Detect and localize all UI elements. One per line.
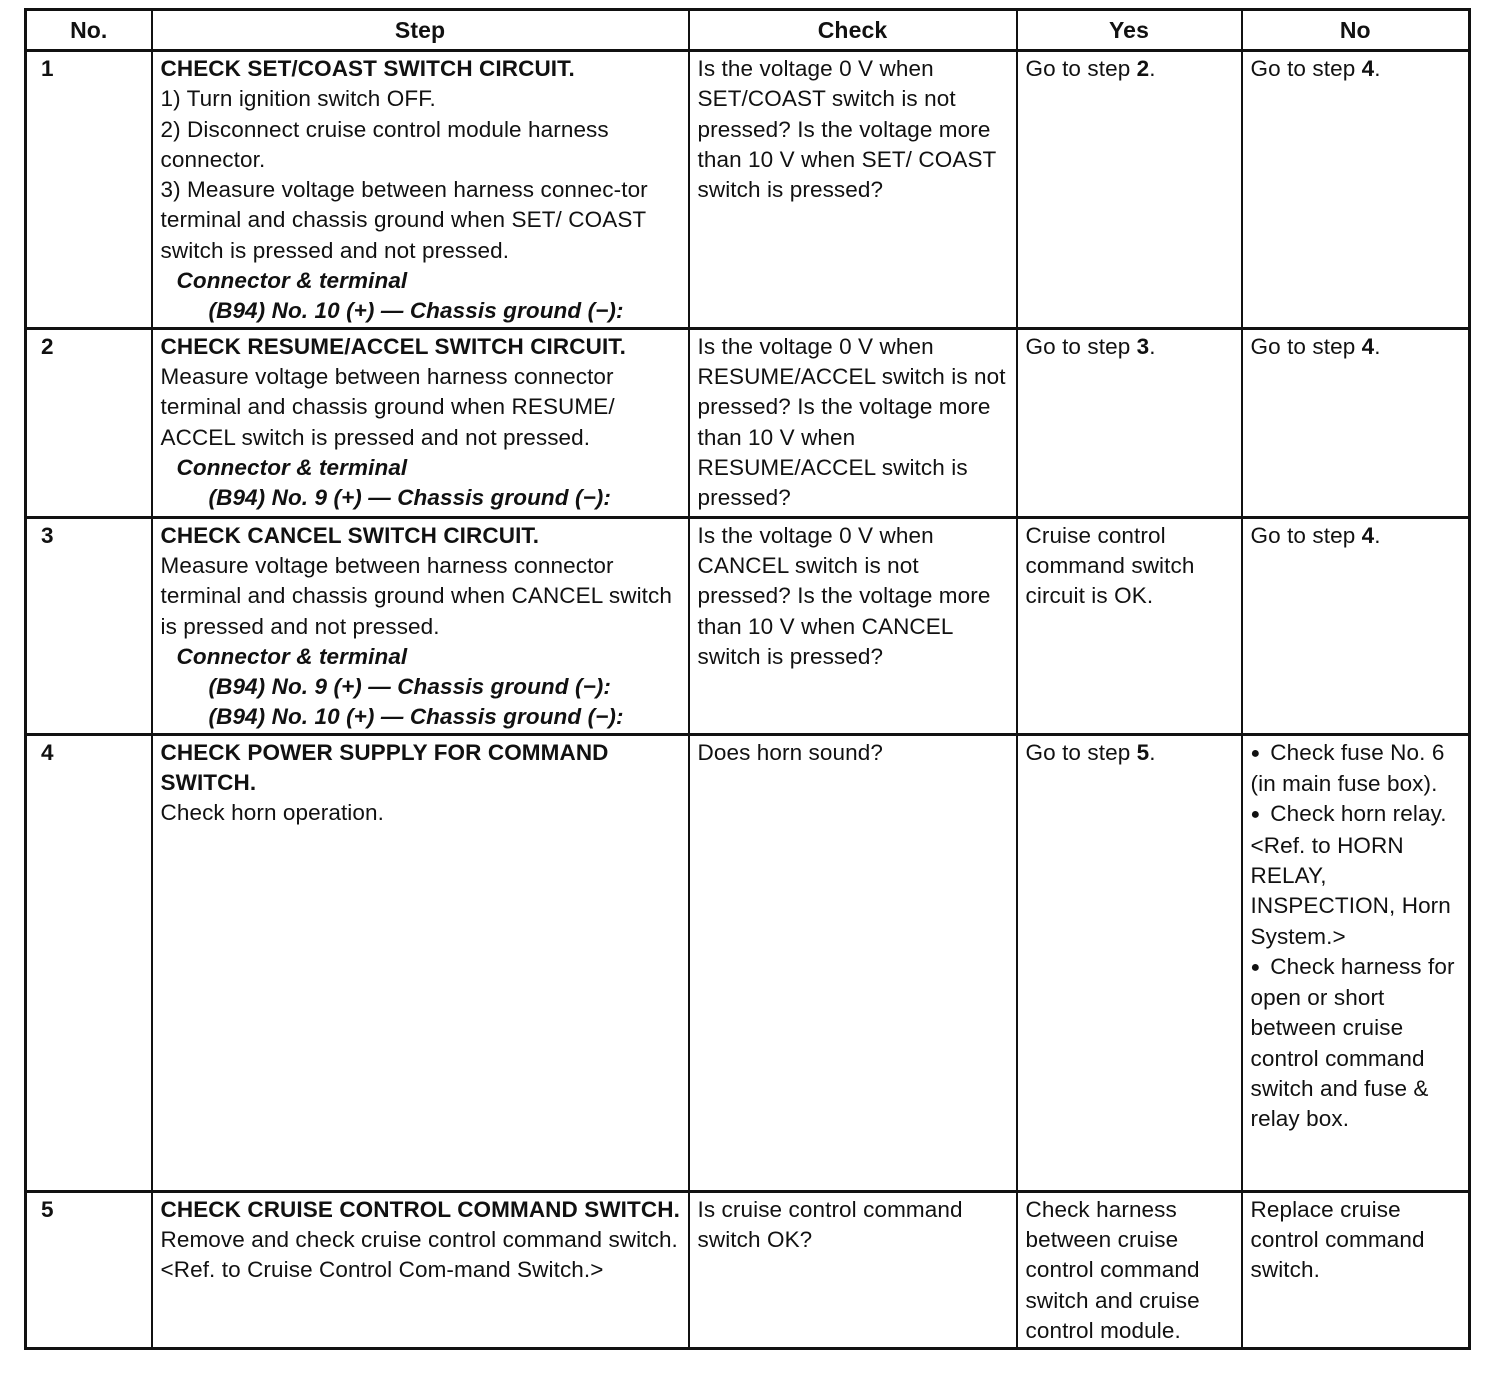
no-cell [1242,51,1470,329]
yes-cell [1017,734,1242,1191]
check-cell: Is the voltage 0 V when SET/COAST switch is not pressed? Is the voltage more than 10 V when SET/ COAST switch is pressed? [689,51,1017,329]
table-row-1 [26,51,1470,329]
no-cell [1242,328,1470,517]
check-cell: Is the voltage 0 V when RESUME/ACCEL switch is not pressed? Is the voltage more than 10 V when RESUME/ACCEL switch is pressed? [689,328,1017,517]
connector-terminal: (B94) No. 10 (+) — Chassis ground (−): [208,298,624,324]
step-cell [152,734,689,1191]
diagnostic-table [24,8,1471,1350]
step-line: 1) Turn ignition switch OFF. [160,86,436,112]
no-prefix: Go to step [1250,333,1362,359]
bullet-item [1251,952,1462,1135]
header-yes: Yes [1017,10,1242,51]
step-number: 4 [26,734,152,1191]
step-title: CHECK CRUISE CONTROL COMMAND SWITCH. [160,1196,680,1222]
step-cell [152,1191,689,1348]
no-cell: Replace cruise control command switch. [1242,1191,1470,1348]
bullet-text: Check horn relay. <Ref. to HORN RELAY, INSPECTION, Horn System.> [1250,801,1451,949]
yes-prefix: Go to step [1025,739,1137,765]
bullet-text: Check harness for open or short between cruise control command switch and fuse & relay box. [1250,953,1455,1132]
bullet-item [1251,799,1462,951]
diagnostic-table-sheet [24,8,1468,1350]
step-line: 3) Measure voltage between harness connec-tor terminal and chassis ground when SET/ COAST switch is pressed and not pressed. [160,177,648,263]
no-cell [1242,517,1470,734]
header-row [26,10,1470,51]
yes-suffix: . [1149,333,1156,359]
step-line: Measure voltage between harness connector terminal and chassis ground when RESUME/ ACCEL switch is pressed and not pressed. [160,363,615,450]
connector-label: Connector & terminal [176,643,408,669]
step-line: Remove and check cruise control command switch. <Ref. to Cruise Control Com-mand Switch.> [160,1227,678,1283]
no-step-number: 4 [1361,333,1375,359]
step-number: 2 [26,328,152,517]
connector-terminal: (B94) No. 9 (+) — Chassis ground (−): [208,674,611,700]
table-row-2 [26,328,1470,517]
connector-label: Connector & terminal [176,268,408,294]
no-cell [1242,734,1470,1191]
bullet-item [1251,738,1462,800]
header-no-column: No [1242,10,1470,51]
check-cell: Is the voltage 0 V when CANCEL switch is not pressed? Is the voltage more than 10 V when CANCEL switch is pressed? [689,517,1017,734]
check-cell: Does horn sound? [689,734,1017,1191]
header-check: Check [689,10,1017,51]
connector-terminal: (B94) No. 10 (+) — Chassis ground (−): [208,704,624,730]
step-title: CHECK RESUME/ACCEL SWITCH CIRCUIT. [160,333,626,359]
yes-cell [1017,51,1242,329]
bullet-icon: ● [1250,744,1261,762]
check-cell: Is cruise control command switch OK? [689,1191,1017,1348]
step-title: CHECK CANCEL SWITCH CIRCUIT. [160,522,540,548]
no-prefix: Go to step [1250,56,1362,81]
yes-step-number: 5 [1136,739,1150,765]
step-number: 5 [26,1191,152,1348]
yes-step-number: 3 [1136,333,1150,359]
bullet-icon: ● [1250,806,1261,824]
yes-prefix: Go to step [1025,333,1137,359]
no-suffix: . [1374,333,1381,359]
step-number: 3 [26,517,152,734]
step-number: 1 [26,51,152,329]
no-suffix: . [1374,522,1381,548]
step-line: Check horn operation. [160,800,384,826]
yes-suffix: . [1149,739,1156,765]
yes-cell: Check harness between cruise control command switch and cruise control module. [1017,1191,1242,1348]
no-suffix: . [1374,56,1381,81]
table-row-5 [26,1191,1470,1348]
step-title: CHECK POWER SUPPLY FOR COMMAND SWITCH. [160,739,609,796]
step-line: 2) Disconnect cruise control module harness connector. [160,116,609,172]
yes-suffix: . [1149,56,1156,81]
bullet-text: Check fuse No. 6 (in main fuse box). [1250,739,1445,797]
header-no: No. [26,10,152,51]
step-cell [152,328,689,517]
table-row-4 [26,734,1470,1191]
step-cell [152,517,689,734]
no-prefix: Go to step [1250,522,1362,548]
table-row-3 [26,517,1470,734]
header-step: Step [152,10,689,51]
step-title: CHECK SET/COAST SWITCH CIRCUIT. [160,56,575,81]
no-step-number: 4 [1361,522,1375,548]
yes-cell [1017,328,1242,517]
yes-prefix: Go to step [1025,56,1137,81]
yes-cell: Cruise control command switch circuit is OK. [1017,517,1242,734]
connector-terminal: (B94) No. 9 (+) — Chassis ground (−): [208,485,611,511]
step-cell [152,51,689,329]
yes-step-number: 2 [1136,56,1150,81]
step-line: Measure voltage between harness connector terminal and chassis ground when CANCEL switch is pressed and not pressed. [160,552,672,639]
bullet-icon: ● [1250,958,1261,976]
no-step-number: 4 [1361,56,1375,81]
connector-label: Connector & terminal [176,454,408,480]
